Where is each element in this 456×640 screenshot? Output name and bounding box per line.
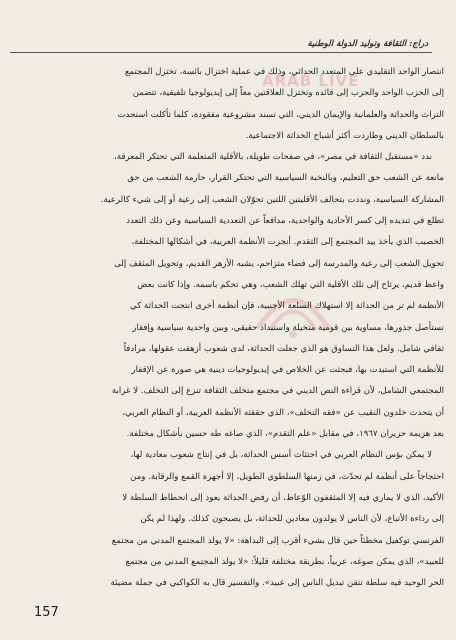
text-line: الأكيد، الذي لا يماري فيه إلا المثقفون الوّعاظ، أن رفض الحداثة يعود إلى انحطاط السلطة لا (122, 492, 444, 503)
text-line: الفرنسي توكفيل مخطئاً حين قال بشيء أقرب إلى البداهة: «لا يولد المجتمع المدني من مجتمع (111, 535, 444, 546)
text-line: تستأصل جذورها، مساوية بين قومية متخيلة واستبداد حقيقي، وبين واحدية سياسية وإفقار (132, 322, 444, 333)
text-line: إلى رداءة الأتباع، لأن الناس لا يولدون معادين للحداثة، بل يصبحون كذلك. ولهذا لم يكن (140, 514, 444, 525)
text-line: إلى الحزب الواحد والحزب إلى قائده وتختزل العلاقتين معاً إلى إيديولوجيا تلفيقية، تتضمن (132, 88, 444, 99)
text-line: المشاركة السياسية، ونددت بتحالف الأقليتين اللتين تحوّلان الشعب إلى رعية أو إلى شيء كالرعية. (100, 194, 444, 205)
text-line: للعبيد»، الذي يمكن صوغه، عربياً، بطريقة مختلفة قليلاً: «لا يولد المجتمع المدني من مجتمع (125, 556, 444, 567)
text-line: لا يمكن بؤس النظام العربي في اجتثاث أسس الحداثة، بل في إنتاج شعوب معادية لها، (130, 450, 432, 461)
text-line: الحر الوحيد فيه سلطة تتقن تبديل الناس إلى عبيد». والتفسير قال به الكواكبي في جملة مضيئة (110, 578, 444, 589)
text-line: انتصار الواحد التقليدي على المتعدد الحداثي، وذلك في عملية اختزال بائسة، تختزل المجتمع (124, 67, 444, 77)
running-header (10, 38, 432, 53)
watermark-text: ARAB LIVE (262, 72, 360, 90)
text-line: أن يتحدث خلدون النقيب عن «فقه التخلف»، الذي حققته الأنظمة العربية، أو النظام العربي، (122, 407, 444, 418)
text-line: ثقافي شامل. ولعل هذا التساوق هو الذي جعلت الحداثة، لدى شعوب أزهقت عقولها، مرادفاً (123, 343, 444, 354)
page-number: 157 (34, 605, 59, 620)
body-text (24, 62, 444, 594)
running-title: دراج: الثقافة وتوليد الدولة الوطنية (307, 39, 428, 49)
text-line: بالسلطان الديني وطاردت أكثر أشباح الحداثة الاجتماعية. (245, 130, 444, 141)
text-line: احتجاجاً على أنظمة لم تحدّث، في زمنها السلطوي الطويل، إلا أجهزة القمع والرقابة. ومن (130, 471, 444, 482)
text-line: الأنظمة لم تر من الحداثة إلا استهلاك السلعة الأجنبية، فإن أنظمة أخرى انتجت الحداثة كي (130, 301, 444, 312)
text-line: للأنظمة التي استبدت بها، فبحثت عن الخلاص في إيديولوجيات دينية هي صورة عن الإقفار (131, 365, 444, 376)
text-line: واعظ قديم، يرتاح إلى تلك الأقلية التي تهلك الشعب، وهي تحكم باسمه. وإذا كانت بعض (137, 279, 444, 290)
text-line: مانعة عن الشعب حق التعليم، وبالنخبة السياسية التي تحتكر القرار، حارمة الشعب من حق (127, 173, 444, 184)
text-line: المجتمعي الشامل، لأن قراءة النص الديني في مجتمع متخلف الثقافة تنزع إلى التخلف. لا غرابة (111, 386, 444, 397)
text-line: التراث والحداثة والعلمانية والإيمان الديني، التي تسند مشروعية مفقودة، كلما تأكلت استجدت (117, 109, 444, 120)
text-line: بعد هزيمة حزيران ١٩٦٧، في مقابل «علم التقدم»، الذي صاغه طه حسين بأشكال مختلفة. (126, 429, 444, 440)
text-line: ندد «مستقبل الثقافة في مصر»، في صفحات طويلة، بالأقلية المتعلمة التي تحتكر المعرفة، (114, 152, 432, 163)
text-line: تطلع في تنديده إلى كسر الأحادية والواحدية، مدافعاً عن التعددية السياسية وعن ذلك التعدد (126, 216, 444, 227)
text-line: الخصيب الذي يأخذ بيد المجتمع إلى التقدم. أنجزت الأنظمة العربية، في أشكالها المختلفة، (131, 237, 444, 248)
text-line: تحويل الشعب إلى رعية والمدرسة إلى فضاء متزاحم، يشبه الأزهر القديم، وتحويل المثقف إلى (114, 258, 444, 269)
